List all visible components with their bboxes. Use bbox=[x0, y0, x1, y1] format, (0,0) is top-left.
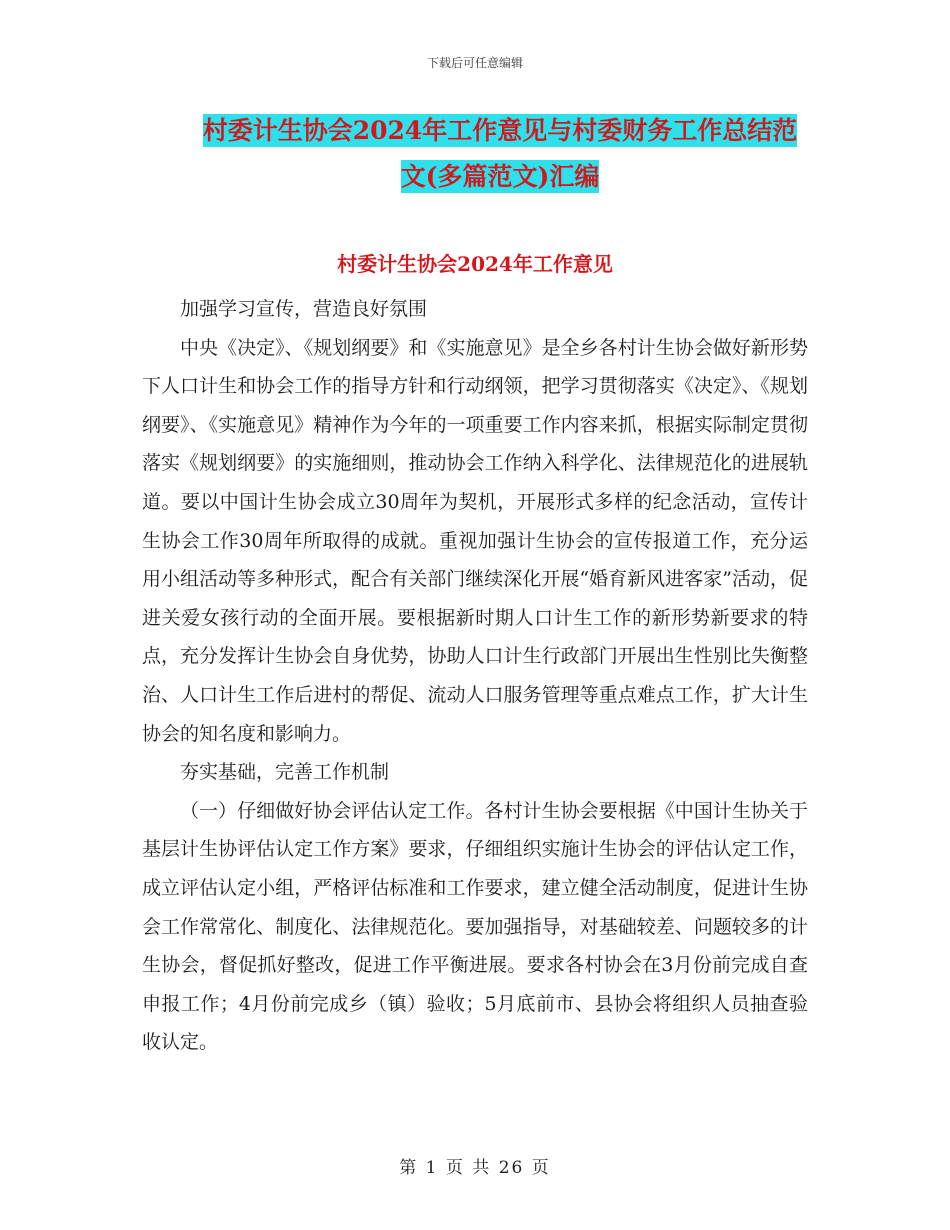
document-title bbox=[140, 108, 860, 200]
body-paragraph: （一）仔细做好协会评估认定工作。各村计生协会要根据《中国计生协关于基层计生协评估认定工作方案》要求，仔细组织实施计生协会的评估认定工作，成立评估认定小组，严格评估标准和工作要求，建立健全活动制度，促进计生协会工作常常化、制度化、法律规范化。要加强指导，对基础较差、问题较多的计生协会，督促抓好整改，促进工作平衡进展。要求各村协会在3月份前完成自查申报工作；4月份前完成乡（镇）验收；5月底前市、县协会将组织人员抽查验收认定。 bbox=[142, 799, 808, 1054]
subheading-consolidate-foundation: 夯实基础，完善工作机制 bbox=[180, 761, 390, 784]
section-title: 村委计生协会2024年工作意见 bbox=[337, 252, 613, 276]
document-title-line-1: 村委计生协会2024年工作意见与村委财务工作总结范 bbox=[202, 116, 798, 145]
document-title-line-2: 文(多篇范文)汇编 bbox=[400, 162, 600, 191]
document-body bbox=[142, 290, 808, 1062]
subheading-study-publicity: 加强学习宣传，营造良好氛围 bbox=[180, 298, 428, 320]
header-note: 下载后可任意编辑 bbox=[426, 56, 523, 70]
page-number-footer: 第 1 页 共 26 页 bbox=[399, 1158, 551, 1178]
body-paragraph: 中央《决定》、《规划纲要》和《实施意见》是全乡各村计生协会做好新形势下人口计生和协会工作的指导方针和行动纲领，把学习贯彻落实《决定》、《规划纲要》、《实施意见》精神作为今年的一项重要工作内容来抓，根据实际制定贯彻落实《规划纲要》的实施细则，推动协会工作纳入科学化、法律规范化的进展轨道。要以中国计生协会成立30周年为契机，开展形式多样的纪念活动，宣传计生协会工作30周年所取得的成就。重视加强计生协会的宣传报道工作，充分运用小组活动等多种形式，配合有关部门继续深化开展“婚育新风进客家”活动，促进关爱女孩行动的全面开展。要根据新时期人口计生工作的新形势新要求的特点，充分发挥计生协会自身优势，协助人口计生行政部门开展出生性别比失衡整治、人口计生工作后进村的帮促、流动人口服务管理等重点难点工作，扩大计生协会的知名度和影响力。 bbox=[142, 336, 808, 745]
